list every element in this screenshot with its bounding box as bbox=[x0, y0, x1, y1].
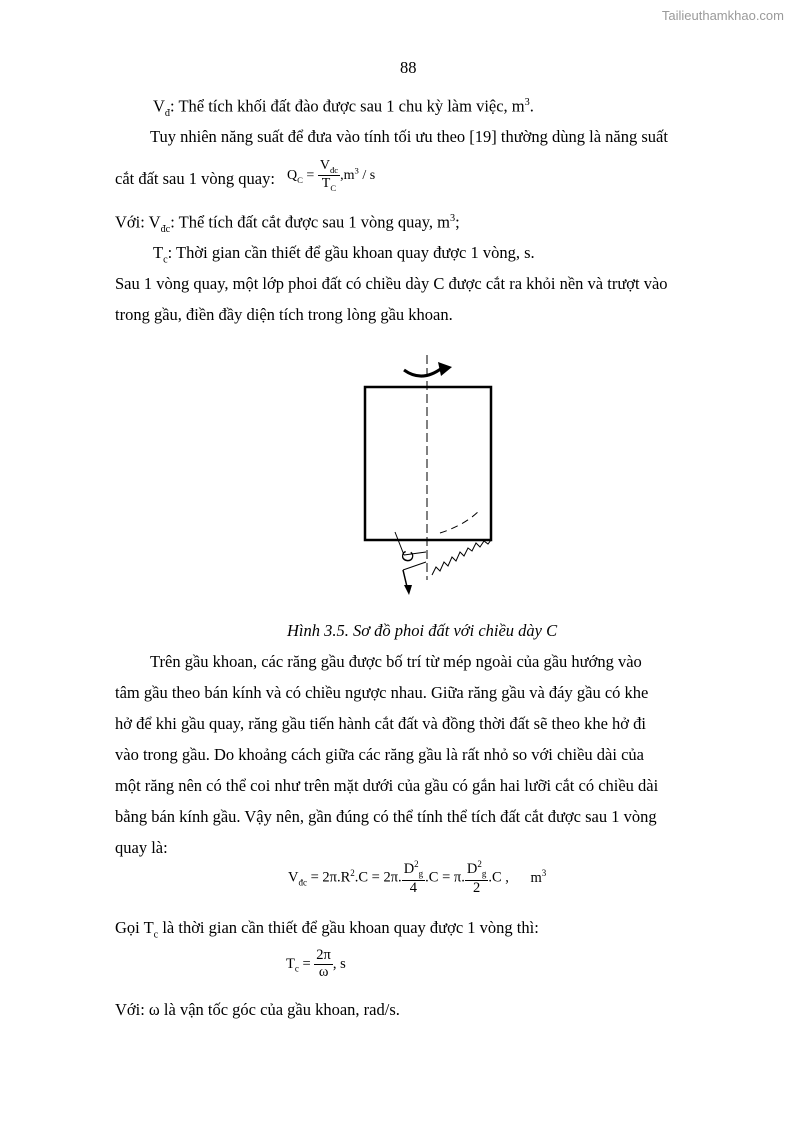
line-vd: $V_đ$: Thể tích khối đất đào được sau 1 chu kỳ làm việc, $m^3$. bbox=[153, 96, 534, 119]
arrow-head-icon bbox=[438, 362, 452, 376]
para1-line2: cắt đất sau 1 vòng quay: bbox=[115, 169, 275, 188]
tc-line: $T_c$: Thời gian cần thiết để gầu khoan quay được 1 vòng, s. bbox=[153, 243, 535, 266]
auger-bucket bbox=[365, 387, 491, 540]
dimension-arrow-icon bbox=[404, 585, 412, 595]
figure-3-5 bbox=[340, 345, 520, 605]
para2-line1: Sau 1 vòng quay, một lớp phoi đất có chiều dày C được cắt ra khỏi nền và trượt vào bbox=[115, 274, 668, 293]
page-number: 88 bbox=[400, 58, 417, 77]
para1-line1: Tuy nhiên năng suất để đưa vào tính tối ưu theo [19] thường dùng là năng suất bbox=[150, 127, 668, 146]
fraction-vdc-tc: $\frac{V_{đc}}{T_C}$ bbox=[319, 158, 339, 194]
para3-line2: tâm gầu theo bán kính và có chiều ngược nhau. Giữa răng gầu và đáy gầu có khe bbox=[115, 683, 649, 702]
para3-line5: một răng nên có thể coi như trên mặt dưới của gầu có gắn hai lưỡi cắt có chiều dài bbox=[115, 776, 659, 795]
fraction-dg-2: $\frac{D^2_g}{2}$ bbox=[466, 859, 487, 896]
para3-line4: vào trong gầu. Do khoảng cách giữa các răng gầu là rất nhỏ so với chiều dài của bbox=[115, 745, 644, 764]
para3-line7: quay là: bbox=[115, 838, 168, 857]
para3-line6: bằng bán kính gầu. Vậy nên, gần đúng có thể tính thể tích đất cắt được sau 1 vòng bbox=[115, 807, 657, 826]
fraction-dg-4: $\frac{D^2_g}{4}$ bbox=[403, 859, 424, 896]
equation-tc: $T_c$ = $\frac{2\pi}{\omega}$ , s bbox=[286, 947, 346, 980]
rotation-arrow-icon bbox=[404, 368, 442, 376]
fraction-2pi-omega: $\frac{2\pi}{\omega}$ bbox=[316, 947, 331, 980]
chip-curve bbox=[440, 510, 480, 533]
goi-tc-line: Gọi $T_c$ là thời gian cần thiết để gầu khoan quay được 1 vòng thì: bbox=[115, 918, 539, 941]
teeth-zigzag bbox=[432, 540, 491, 575]
para2-line2: trong gầu, điền đầy diện tích trong lòng gầu khoan. bbox=[115, 305, 453, 324]
equation-qc: $Q_C$ = $\frac{V_{đc}}{T_C}$ $,m^3$ / s bbox=[287, 158, 376, 194]
para3-line1: Trên gầu khoan, các răng gầu được bố trí từ mép ngoài của gầu hướng vào bbox=[150, 652, 642, 671]
voi-vdc-line: Với: $V_{đc}$: Thể tích đất cắt được sau 1 vòng quay, $m^3$; bbox=[115, 212, 460, 235]
equation-vdc: $V_{đc} = 2\pi.R^2.C = 2\pi$. $\frac{D^2_g}{4}$ .C = π. $\frac{D^2_g}{2}$ .C , $m^3$ bbox=[288, 859, 547, 896]
figure-caption: Hình 3.5. Sơ đồ phoi đất với chiều dày C bbox=[287, 621, 558, 640]
label-c: C bbox=[399, 549, 418, 564]
para3-line3: hở để khi gầu quay, răng gầu tiến hành cắt đất và đồng thời đất sẽ theo khe hở đi bbox=[115, 714, 646, 733]
watermark: Tailieuthamkhao.com bbox=[661, 8, 784, 23]
voi-omega-line: Với: ω là vận tốc góc của gầu khoan, rad/s. bbox=[115, 1000, 400, 1019]
